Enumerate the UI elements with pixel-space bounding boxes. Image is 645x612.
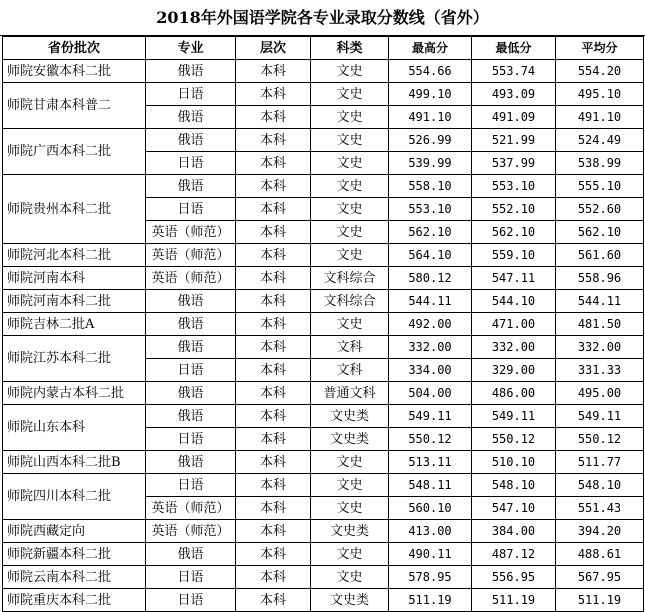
cell-category: 文史 bbox=[311, 129, 389, 152]
cell-province: 师院河南本科 bbox=[3, 267, 146, 290]
cell-min-score: 537.99 bbox=[472, 152, 556, 175]
cell-major: 俄语 bbox=[146, 313, 236, 336]
table-row bbox=[3, 474, 644, 497]
cell-avg-score: 394.20 bbox=[556, 520, 644, 543]
cell-province: 师院内蒙古本科二批 bbox=[3, 382, 146, 405]
table-row bbox=[3, 566, 644, 589]
cell-avg-score: 544.11 bbox=[556, 290, 644, 313]
cell-category: 文史 bbox=[311, 451, 389, 474]
table-body bbox=[3, 60, 644, 612]
cell-major: 日语 bbox=[146, 152, 236, 175]
cell-min-score: 550.12 bbox=[472, 428, 556, 451]
table-row bbox=[3, 60, 644, 83]
cell-category: 文史类 bbox=[311, 428, 389, 451]
cell-level: 本科 bbox=[236, 60, 311, 83]
cell-min-score: 553.74 bbox=[472, 60, 556, 83]
cell-max-score: 334.00 bbox=[389, 359, 472, 382]
cell-major: 俄语 bbox=[146, 60, 236, 83]
cell-category: 普通文科 bbox=[311, 382, 389, 405]
cell-max-score: 578.95 bbox=[389, 566, 472, 589]
cell-major: 俄语 bbox=[146, 451, 236, 474]
cell-max-score: 544.11 bbox=[389, 290, 472, 313]
cell-avg-score: 332.00 bbox=[556, 336, 644, 359]
cell-major: 英语（师范） bbox=[146, 221, 236, 244]
cell-avg-score: 331.33 bbox=[556, 359, 644, 382]
cell-avg-score: 491.10 bbox=[556, 106, 644, 129]
cell-min-score: 556.95 bbox=[472, 566, 556, 589]
cell-category: 文史 bbox=[311, 566, 389, 589]
cell-min-score: 510.10 bbox=[472, 451, 556, 474]
cell-category: 文史 bbox=[311, 106, 389, 129]
cell-major: 日语 bbox=[146, 589, 236, 612]
cell-min-score: 521.99 bbox=[472, 129, 556, 152]
table-row bbox=[3, 520, 644, 543]
cell-min-score: 471.00 bbox=[472, 313, 556, 336]
cell-level: 本科 bbox=[236, 106, 311, 129]
cell-min-score: 491.09 bbox=[472, 106, 556, 129]
cell-min-score: 329.00 bbox=[472, 359, 556, 382]
cell-level: 本科 bbox=[236, 175, 311, 198]
cell-major: 英语（师范） bbox=[146, 520, 236, 543]
cell-category: 文史 bbox=[311, 474, 389, 497]
cell-avg-score: 552.60 bbox=[556, 198, 644, 221]
cell-avg-score: 561.60 bbox=[556, 244, 644, 267]
table-row bbox=[3, 451, 644, 474]
cell-avg-score: 481.50 bbox=[556, 313, 644, 336]
cell-avg-score: 495.10 bbox=[556, 83, 644, 106]
cell-level: 本科 bbox=[236, 336, 311, 359]
cell-min-score: 511.19 bbox=[472, 589, 556, 612]
cell-major: 日语 bbox=[146, 474, 236, 497]
cell-major: 俄语 bbox=[146, 106, 236, 129]
cell-level: 本科 bbox=[236, 152, 311, 175]
cell-category: 文史类 bbox=[311, 520, 389, 543]
cell-min-score: 547.11 bbox=[472, 267, 556, 290]
cell-major: 俄语 bbox=[146, 405, 236, 428]
cell-major: 英语（师范） bbox=[146, 497, 236, 520]
table-row bbox=[3, 244, 644, 267]
cell-max-score: 332.00 bbox=[389, 336, 472, 359]
cell-avg-score: 511.77 bbox=[556, 451, 644, 474]
cell-level: 本科 bbox=[236, 359, 311, 382]
cell-level: 本科 bbox=[236, 313, 311, 336]
cell-major: 俄语 bbox=[146, 336, 236, 359]
table-row bbox=[3, 83, 644, 106]
cell-avg-score: 524.49 bbox=[556, 129, 644, 152]
cell-category: 文科综合 bbox=[311, 267, 389, 290]
cell-major: 日语 bbox=[146, 428, 236, 451]
cell-major: 英语（师范） bbox=[146, 244, 236, 267]
cell-level: 本科 bbox=[236, 244, 311, 267]
header-min-score: 最低分 bbox=[472, 37, 556, 60]
table-row bbox=[3, 589, 644, 612]
cell-category: 文科 bbox=[311, 336, 389, 359]
cell-level: 本科 bbox=[236, 267, 311, 290]
cell-avg-score: 538.99 bbox=[556, 152, 644, 175]
cell-max-score: 554.66 bbox=[389, 60, 472, 83]
sheet-title: 2018年外国语学院各专业录取分数线（省外） bbox=[0, 0, 645, 36]
cell-max-score: 548.11 bbox=[389, 474, 472, 497]
cell-category: 文史 bbox=[311, 175, 389, 198]
header-row bbox=[3, 37, 644, 60]
cell-max-score: 413.00 bbox=[389, 520, 472, 543]
cell-major: 日语 bbox=[146, 566, 236, 589]
cell-min-score: 547.10 bbox=[472, 497, 556, 520]
cell-category: 文史 bbox=[311, 244, 389, 267]
cell-major: 日语 bbox=[146, 359, 236, 382]
cell-max-score: 492.00 bbox=[389, 313, 472, 336]
header-category: 科类 bbox=[311, 37, 389, 60]
cell-province: 师院广西本科二批 bbox=[3, 129, 146, 175]
cell-max-score: 553.10 bbox=[389, 198, 472, 221]
cell-province: 师院吉林二批A bbox=[3, 313, 146, 336]
cell-max-score: 539.99 bbox=[389, 152, 472, 175]
cell-min-score: 487.12 bbox=[472, 543, 556, 566]
cell-level: 本科 bbox=[236, 221, 311, 244]
cell-avg-score: 558.96 bbox=[556, 267, 644, 290]
cell-major: 俄语 bbox=[146, 382, 236, 405]
cell-category: 文科综合 bbox=[311, 290, 389, 313]
table-row bbox=[3, 267, 644, 290]
cell-min-score: 562.10 bbox=[472, 221, 556, 244]
cell-max-score: 499.10 bbox=[389, 83, 472, 106]
cell-category: 文史类 bbox=[311, 405, 389, 428]
table-row bbox=[3, 290, 644, 313]
cell-province: 师院河南本科二批 bbox=[3, 290, 146, 313]
cell-min-score: 544.10 bbox=[472, 290, 556, 313]
cell-category: 文史 bbox=[311, 543, 389, 566]
cell-avg-score: 554.20 bbox=[556, 60, 644, 83]
cell-category: 文史 bbox=[311, 313, 389, 336]
table-row bbox=[3, 175, 644, 198]
cell-level: 本科 bbox=[236, 543, 311, 566]
cell-min-score: 549.11 bbox=[472, 405, 556, 428]
cell-level: 本科 bbox=[236, 497, 311, 520]
cell-province: 师院安徽本科二批 bbox=[3, 60, 146, 83]
cell-min-score: 552.10 bbox=[472, 198, 556, 221]
cell-province: 师院贵州本科二批 bbox=[3, 175, 146, 244]
cell-max-score: 504.00 bbox=[389, 382, 472, 405]
table-row bbox=[3, 405, 644, 428]
cell-min-score: 548.10 bbox=[472, 474, 556, 497]
cell-level: 本科 bbox=[236, 198, 311, 221]
header-avg-score: 平均分 bbox=[556, 37, 644, 60]
cell-avg-score: 549.11 bbox=[556, 405, 644, 428]
cell-level: 本科 bbox=[236, 83, 311, 106]
cell-level: 本科 bbox=[236, 382, 311, 405]
table-row bbox=[3, 382, 644, 405]
cell-province: 师院新疆本科二批 bbox=[3, 543, 146, 566]
cell-major: 俄语 bbox=[146, 129, 236, 152]
cell-max-score: 513.11 bbox=[389, 451, 472, 474]
cell-min-score: 553.10 bbox=[472, 175, 556, 198]
cell-level: 本科 bbox=[236, 428, 311, 451]
cell-avg-score: 511.19 bbox=[556, 589, 644, 612]
cell-level: 本科 bbox=[236, 566, 311, 589]
cell-category: 文史 bbox=[311, 152, 389, 175]
cell-level: 本科 bbox=[236, 290, 311, 313]
table-row bbox=[3, 129, 644, 152]
cell-avg-score: 495.00 bbox=[556, 382, 644, 405]
cell-province: 师院山东本科 bbox=[3, 405, 146, 451]
cell-category: 文科 bbox=[311, 359, 389, 382]
cell-min-score: 559.10 bbox=[472, 244, 556, 267]
cell-category: 文史 bbox=[311, 497, 389, 520]
cell-province: 师院重庆本科二批 bbox=[3, 589, 146, 612]
cell-max-score: 490.11 bbox=[389, 543, 472, 566]
cell-province: 师院甘肃本科普二 bbox=[3, 83, 146, 129]
cell-max-score: 549.11 bbox=[389, 405, 472, 428]
cell-min-score: 486.00 bbox=[472, 382, 556, 405]
cell-category: 文史 bbox=[311, 198, 389, 221]
cell-category: 文史类 bbox=[311, 589, 389, 612]
cell-major: 日语 bbox=[146, 83, 236, 106]
table-row bbox=[3, 313, 644, 336]
cell-category: 文史 bbox=[311, 221, 389, 244]
cell-avg-score: 555.10 bbox=[556, 175, 644, 198]
cell-category: 文史 bbox=[311, 83, 389, 106]
cell-province: 师院四川本科二批 bbox=[3, 474, 146, 520]
cell-major: 俄语 bbox=[146, 543, 236, 566]
header-max-score: 最高分 bbox=[389, 37, 472, 60]
header-major: 专业 bbox=[146, 37, 236, 60]
cell-min-score: 493.09 bbox=[472, 83, 556, 106]
header-level: 层次 bbox=[236, 37, 311, 60]
cell-province: 师院西藏定向 bbox=[3, 520, 146, 543]
cell-province: 师院河北本科二批 bbox=[3, 244, 146, 267]
cell-category: 文史 bbox=[311, 60, 389, 83]
cell-max-score: 580.12 bbox=[389, 267, 472, 290]
cell-avg-score: 562.10 bbox=[556, 221, 644, 244]
cell-level: 本科 bbox=[236, 474, 311, 497]
cell-province: 师院江苏本科二批 bbox=[3, 336, 146, 382]
cell-max-score: 562.10 bbox=[389, 221, 472, 244]
cell-max-score: 491.10 bbox=[389, 106, 472, 129]
cell-level: 本科 bbox=[236, 520, 311, 543]
cell-level: 本科 bbox=[236, 405, 311, 428]
cell-major: 俄语 bbox=[146, 175, 236, 198]
cell-level: 本科 bbox=[236, 129, 311, 152]
table-row bbox=[3, 543, 644, 566]
cell-major: 俄语 bbox=[146, 290, 236, 313]
cell-level: 本科 bbox=[236, 451, 311, 474]
cell-avg-score: 488.61 bbox=[556, 543, 644, 566]
cell-max-score: 526.99 bbox=[389, 129, 472, 152]
cell-province: 师院云南本科二批 bbox=[3, 566, 146, 589]
cell-avg-score: 551.43 bbox=[556, 497, 644, 520]
cell-max-score: 511.19 bbox=[389, 589, 472, 612]
cell-max-score: 564.10 bbox=[389, 244, 472, 267]
cell-min-score: 332.00 bbox=[472, 336, 556, 359]
cell-level: 本科 bbox=[236, 589, 311, 612]
table-row bbox=[3, 336, 644, 359]
cell-max-score: 550.12 bbox=[389, 428, 472, 451]
cell-max-score: 558.10 bbox=[389, 175, 472, 198]
cell-major: 英语（师范） bbox=[146, 267, 236, 290]
cell-max-score: 560.10 bbox=[389, 497, 472, 520]
score-table bbox=[2, 36, 644, 612]
cell-avg-score: 548.10 bbox=[556, 474, 644, 497]
cell-min-score: 384.00 bbox=[472, 520, 556, 543]
cell-province: 师院山西本科二批B bbox=[3, 451, 146, 474]
header-province: 省份批次 bbox=[3, 37, 146, 60]
cell-major: 日语 bbox=[146, 198, 236, 221]
cell-avg-score: 550.12 bbox=[556, 428, 644, 451]
cell-avg-score: 567.95 bbox=[556, 566, 644, 589]
